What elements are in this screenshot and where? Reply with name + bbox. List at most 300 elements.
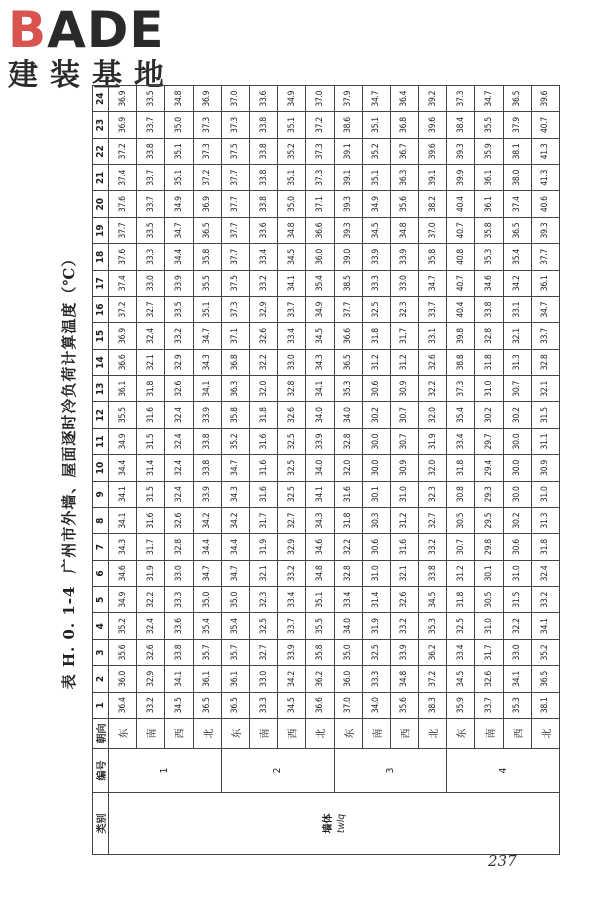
temperature-cell: 31.7 [137, 534, 165, 560]
temperature-cell: 34.7 [419, 270, 447, 296]
temperature-cell: 36.0 [109, 666, 137, 692]
temperature-cell: 31.7 [475, 639, 503, 665]
temperature-cell: 31.6 [334, 481, 362, 507]
temperature-cell: 32.3 [390, 297, 418, 323]
temperature-cell: 32.8 [531, 349, 559, 375]
table-row [109, 86, 137, 855]
temperature-cell: 36.9 [193, 86, 221, 112]
temperature-cell: 31.9 [362, 613, 390, 639]
header-hour: 10 [93, 455, 109, 481]
temperature-cell: 31.6 [390, 534, 418, 560]
temperature-cell: 32.7 [278, 508, 306, 534]
temperature-cell: 32.8 [278, 376, 306, 402]
temperature-cell: 31.5 [531, 402, 559, 428]
header-hour: 18 [93, 244, 109, 270]
group-number: 1 [109, 749, 222, 793]
temperature-cell: 33.0 [249, 666, 277, 692]
temperature-cell: 34.0 [306, 455, 334, 481]
temperature-cell: 34.1 [109, 481, 137, 507]
temperature-cell: 37.4 [109, 165, 137, 191]
temperature-cell: 33.4 [249, 244, 277, 270]
temperature-cell: 35.3 [419, 613, 447, 639]
temperature-cell: 40.7 [531, 112, 559, 138]
temperature-cell: 37.2 [306, 112, 334, 138]
temperature-cell: 30.0 [362, 455, 390, 481]
temperature-cell: 35.4 [306, 270, 334, 296]
temperature-cell: 33.5 [137, 86, 165, 112]
temperature-cell: 34.6 [475, 270, 503, 296]
temperature-cell: 35.8 [306, 639, 334, 665]
temperature-cell: 36.7 [390, 138, 418, 164]
temperature-cell: 32.6 [278, 402, 306, 428]
temperature-cell: 36.9 [109, 86, 137, 112]
temperature-cell: 33.5 [165, 297, 193, 323]
temperature-cell: 32.3 [249, 587, 277, 613]
orientation-cell: 南 [249, 719, 277, 749]
temperature-cell: 32.1 [137, 349, 165, 375]
temperature-cell: 33.4 [278, 587, 306, 613]
temperature-cell: 37.7 [531, 244, 559, 270]
temperature-cell: 39.8 [447, 323, 475, 349]
temperature-cell: 36.5 [221, 692, 249, 718]
temperature-cell: 34.1 [306, 376, 334, 402]
header-hour: 5 [93, 587, 109, 613]
temperature-cell: 40.7 [447, 217, 475, 243]
temperature-cell: 40.6 [531, 191, 559, 217]
temperature-cell: 35.7 [221, 639, 249, 665]
header-hour: 23 [93, 112, 109, 138]
temperature-cell: 33.4 [334, 587, 362, 613]
temperature-cell: 32.5 [447, 613, 475, 639]
temperature-cell: 39.6 [419, 112, 447, 138]
temperature-cell: 33.9 [362, 244, 390, 270]
temperature-cell: 31.0 [531, 481, 559, 507]
temperature-cell: 33.8 [475, 297, 503, 323]
temperature-cell: 30.5 [447, 508, 475, 534]
temperature-cell: 35.1 [362, 165, 390, 191]
temperature-cell: 37.4 [109, 270, 137, 296]
page-number: 237 [488, 852, 517, 870]
temperature-cell: 33.8 [249, 191, 277, 217]
temperature-cell: 35.1 [193, 297, 221, 323]
temperature-cell: 34.8 [165, 86, 193, 112]
temperature-cell: 34.1 [165, 666, 193, 692]
temperature-cell: 34.7 [221, 455, 249, 481]
temperature-cell: 31.4 [362, 587, 390, 613]
temperature-cell: 32.5 [278, 481, 306, 507]
orientation-cell: 东 [109, 719, 137, 749]
temperature-cell: 35.4 [221, 613, 249, 639]
temperature-cell: 33.6 [249, 217, 277, 243]
temperature-cell: 31.2 [390, 508, 418, 534]
temperature-cell: 38.5 [334, 270, 362, 296]
temperature-cell: 37.3 [306, 165, 334, 191]
temperature-cell: 37.1 [221, 323, 249, 349]
temperature-cell: 33.9 [390, 639, 418, 665]
temperature-cell: 35.8 [475, 217, 503, 243]
temperature-cell: 36.5 [503, 217, 531, 243]
temperature-cell: 32.9 [278, 534, 306, 560]
orientation-cell: 北 [531, 719, 559, 749]
temperature-cell: 35.9 [447, 692, 475, 718]
temperature-cell: 32.9 [165, 349, 193, 375]
temperature-cell: 36.4 [390, 86, 418, 112]
temperature-cell: 34.5 [447, 666, 475, 692]
temperature-cell: 41.3 [531, 138, 559, 164]
orientation-cell: 西 [165, 719, 193, 749]
temperature-cell: 32.8 [334, 428, 362, 454]
header-hour: 20 [93, 191, 109, 217]
temperature-cell: 33.3 [362, 270, 390, 296]
temperature-cell: 34.1 [278, 270, 306, 296]
temperature-cell: 34.3 [221, 481, 249, 507]
temperature-cell: 32.6 [390, 587, 418, 613]
temperature-cell: 31.8 [531, 534, 559, 560]
temperature-cell: 36.1 [193, 666, 221, 692]
temperature-cell: 34.7 [362, 86, 390, 112]
temperature-cell: 34.0 [334, 402, 362, 428]
temperature-cell: 32.1 [390, 560, 418, 586]
temperature-cell: 37.3 [221, 297, 249, 323]
temperature-cell: 35.1 [362, 112, 390, 138]
temperature-cell: 33.7 [475, 692, 503, 718]
table-row [419, 86, 447, 855]
table-row [531, 86, 559, 855]
temperature-cell: 31.9 [249, 534, 277, 560]
temperature-cell: 37.2 [193, 165, 221, 191]
temperature-cell: 36.0 [306, 244, 334, 270]
temperature-cell: 31.6 [249, 481, 277, 507]
temperature-cell: 30.3 [362, 508, 390, 534]
temperature-cell: 34.9 [165, 191, 193, 217]
temperature-cell: 34.0 [334, 613, 362, 639]
temperature-cell: 33.7 [278, 297, 306, 323]
temperature-cell: 32.8 [334, 560, 362, 586]
temperature-cell: 32.6 [137, 639, 165, 665]
temperature-cell: 31.5 [137, 428, 165, 454]
temperature-cell: 31.3 [503, 349, 531, 375]
temperature-cell: 34.7 [193, 323, 221, 349]
temperature-cell: 37.7 [221, 217, 249, 243]
header-hour: 11 [93, 428, 109, 454]
table-row [306, 86, 334, 855]
temperature-cell: 34.1 [306, 481, 334, 507]
temperature-cell: 37.0 [419, 217, 447, 243]
table-row [193, 86, 221, 855]
temperature-cell: 35.0 [278, 191, 306, 217]
temperature-cell: 31.1 [531, 428, 559, 454]
temperature-cell: 33.8 [165, 639, 193, 665]
temperature-cell: 34.5 [306, 323, 334, 349]
temperature-cell: 33.2 [249, 270, 277, 296]
header-hour: 12 [93, 402, 109, 428]
temperature-cell: 33.7 [419, 297, 447, 323]
temperature-cell: 30.6 [362, 376, 390, 402]
orientation-cell: 东 [447, 719, 475, 749]
temperature-cell: 31.0 [475, 376, 503, 402]
temperature-cell: 36.5 [531, 666, 559, 692]
temperature-cell: 34.7 [165, 217, 193, 243]
temperature-cell: 32.2 [419, 376, 447, 402]
temperature-cell: 35.1 [165, 138, 193, 164]
temperature-cell: 34.9 [109, 428, 137, 454]
temperature-cell: 32.0 [419, 455, 447, 481]
temperature-cell: 33.0 [165, 560, 193, 586]
table-row [165, 86, 193, 855]
temperature-cell: 37.2 [109, 138, 137, 164]
temperature-cell: 35.6 [390, 692, 418, 718]
temperature-cell: 37.1 [306, 191, 334, 217]
table-code: 表 H. 0. 1-4 [59, 585, 78, 690]
temperature-cell: 32.0 [249, 376, 277, 402]
temperature-cell: 31.8 [362, 323, 390, 349]
temperature-cell: 31.2 [362, 349, 390, 375]
temperature-cell: 37.0 [221, 86, 249, 112]
temperature-cell: 37.4 [503, 191, 531, 217]
temperature-cell: 31.5 [137, 481, 165, 507]
temperature-cell: 40.4 [447, 191, 475, 217]
temperature-cell: 32.6 [419, 349, 447, 375]
temperature-cell: 34.5 [362, 217, 390, 243]
temperature-cell: 33.4 [447, 428, 475, 454]
temperature-cell: 32.6 [165, 508, 193, 534]
temperature-cell: 32.4 [165, 428, 193, 454]
temperature-cell: 31.3 [531, 508, 559, 534]
temperature-cell: 37.2 [109, 297, 137, 323]
temperature-cell: 34.4 [165, 244, 193, 270]
temperature-cell: 37.7 [221, 244, 249, 270]
table-title: 广州市外墙、屋面逐时冷负荷计算温度（℃） [59, 250, 78, 574]
temperature-cell: 36.2 [306, 666, 334, 692]
temperature-cell: 34.7 [221, 560, 249, 586]
table-row [362, 86, 390, 855]
header-hour: 16 [93, 297, 109, 323]
temperature-cell: 35.1 [278, 112, 306, 138]
temperature-cell: 30.9 [531, 455, 559, 481]
temperature-cell: 31.7 [390, 323, 418, 349]
temperature-cell: 35.8 [419, 244, 447, 270]
temperature-cell: 35.4 [193, 613, 221, 639]
temperature-cell: 37.9 [334, 86, 362, 112]
temperature-cell: 33.9 [193, 481, 221, 507]
header-hour: 14 [93, 349, 109, 375]
temperature-cell: 30.9 [390, 376, 418, 402]
temperature-cell: 32.2 [249, 349, 277, 375]
temperature-cell: 39.3 [531, 217, 559, 243]
orientation-cell: 西 [503, 719, 531, 749]
temperature-cell: 33.3 [362, 666, 390, 692]
temperature-cell: 31.8 [447, 455, 475, 481]
orientation-cell: 北 [306, 719, 334, 749]
temperature-cell: 37.3 [221, 112, 249, 138]
temperature-cell: 35.2 [109, 613, 137, 639]
temperature-cell: 36.1 [221, 666, 249, 692]
temperature-cell: 32.4 [137, 613, 165, 639]
temperature-cell: 37.7 [109, 217, 137, 243]
temperature-cell: 34.3 [193, 349, 221, 375]
temperature-cell: 36.6 [306, 217, 334, 243]
temperature-cell: 30.2 [503, 508, 531, 534]
temperature-cell: 39.3 [334, 217, 362, 243]
temperature-cell: 35.3 [503, 692, 531, 718]
header-hour: 8 [93, 508, 109, 534]
temperature-cell: 30.0 [503, 455, 531, 481]
temperature-cell: 29.7 [475, 428, 503, 454]
temperature-cell: 36.3 [221, 376, 249, 402]
table-row [334, 86, 362, 855]
temperature-cell: 37.7 [221, 191, 249, 217]
temperature-cell: 34.4 [221, 534, 249, 560]
temperature-cell: 34.2 [193, 508, 221, 534]
temperature-cell: 34.3 [306, 508, 334, 534]
header-orientation: 朝向 [93, 719, 109, 749]
temperature-cell: 40.7 [447, 270, 475, 296]
category-symbol: twlq [335, 813, 347, 834]
temperature-cell: 30.2 [503, 402, 531, 428]
category-label: 墙体 [322, 813, 334, 834]
temperature-cell: 32.1 [503, 323, 531, 349]
header-hour: 19 [93, 217, 109, 243]
temperature-cell: 35.4 [503, 244, 531, 270]
table-row [137, 86, 165, 855]
temperature-cell: 38.0 [503, 165, 531, 191]
temperature-cell: 41.3 [531, 165, 559, 191]
temperature-cell: 39.2 [419, 86, 447, 112]
temperature-cell: 29.4 [475, 455, 503, 481]
watermark-logo [8, 1, 188, 96]
temperature-cell: 39.6 [531, 86, 559, 112]
temperature-cell: 36.0 [334, 666, 362, 692]
temperature-cell: 36.5 [334, 349, 362, 375]
temperature-cell: 34.5 [278, 692, 306, 718]
temperature-cell: 34.0 [306, 402, 334, 428]
temperature-cell: 34.7 [193, 560, 221, 586]
temperature-cell: 34.8 [390, 666, 418, 692]
temperature-cell: 36.6 [109, 349, 137, 375]
temperature-cell: 32.8 [475, 323, 503, 349]
temperature-cell: 36.6 [334, 323, 362, 349]
temperature-cell: 38.4 [447, 112, 475, 138]
temperature-cell: 32.4 [165, 481, 193, 507]
temperature-cell: 34.2 [221, 508, 249, 534]
temperature-cell: 33.8 [193, 455, 221, 481]
temperature-cell: 32.1 [531, 376, 559, 402]
temperature-cell: 37.3 [193, 112, 221, 138]
orientation-cell: 东 [221, 719, 249, 749]
temperature-cell: 33.2 [390, 613, 418, 639]
temperature-cell: 29.3 [475, 481, 503, 507]
table-header-row [93, 86, 109, 855]
temperature-cell: 34.9 [278, 86, 306, 112]
temperature-cell: 32.5 [362, 639, 390, 665]
temperature-cell: 31.6 [137, 508, 165, 534]
temperature-cell: 33.6 [249, 86, 277, 112]
temperature-cell: 32.5 [362, 297, 390, 323]
temperature-cell: 31.2 [390, 349, 418, 375]
temperature-cell: 40.4 [447, 297, 475, 323]
temperature-cell: 36.8 [221, 349, 249, 375]
logo-subtitle: 建装基地 [8, 58, 176, 93]
temperature-cell: 32.2 [334, 534, 362, 560]
temperature-cell: 35.5 [193, 270, 221, 296]
logo-text: BADE [8, 1, 165, 59]
header-hour: 4 [93, 613, 109, 639]
temperature-cell: 33.9 [390, 244, 418, 270]
group-number: 2 [221, 749, 334, 793]
temperature-cell: 33.9 [278, 639, 306, 665]
table-row [447, 86, 475, 855]
temperature-cell: 32.2 [503, 613, 531, 639]
temperature-cell: 30.6 [362, 534, 390, 560]
temperature-cell: 33.8 [193, 428, 221, 454]
header-hour: 3 [93, 639, 109, 665]
temperature-cell: 32.5 [278, 428, 306, 454]
temperature-cell: 36.8 [390, 112, 418, 138]
temperature-cell: 34.0 [362, 692, 390, 718]
temperature-cell: 37.3 [306, 138, 334, 164]
temperature-cell: 32.4 [137, 323, 165, 349]
temperature-cell: 37.5 [221, 138, 249, 164]
table-row [249, 86, 277, 855]
orientation-cell: 西 [390, 719, 418, 749]
temperature-cell: 34.5 [165, 692, 193, 718]
temperature-cell: 33.9 [193, 402, 221, 428]
header-hour: 6 [93, 560, 109, 586]
temperature-cell: 38.6 [334, 112, 362, 138]
temperature-cell: 34.8 [306, 560, 334, 586]
temperature-cell: 30.8 [447, 481, 475, 507]
temperature-cell: 29.8 [475, 534, 503, 560]
temperature-cell: 36.9 [109, 323, 137, 349]
temperature-cell: 34.9 [306, 297, 334, 323]
table-caption [44, 85, 92, 855]
temperature-cell: 33.8 [249, 165, 277, 191]
temperature-cell: 32.0 [419, 402, 447, 428]
temperature-cell: 36.5 [193, 692, 221, 718]
temperature-cell: 36.1 [475, 165, 503, 191]
header-hour: 21 [93, 165, 109, 191]
temperature-cell: 35.8 [193, 244, 221, 270]
temperature-cell: 36.1 [109, 376, 137, 402]
temperature-cell: 35.1 [306, 587, 334, 613]
temperature-cell: 35.8 [221, 402, 249, 428]
temperature-cell: 35.0 [221, 587, 249, 613]
temperature-cell: 33.9 [306, 428, 334, 454]
temperature-cell: 35.0 [165, 112, 193, 138]
temperature-cell: 36.3 [390, 165, 418, 191]
group-number: 4 [447, 749, 560, 793]
temperature-cell: 33.7 [531, 323, 559, 349]
temperature-cell: 36.6 [306, 692, 334, 718]
header-category: 类别 [93, 793, 109, 855]
cooling-load-temperature-table [92, 85, 560, 855]
temperature-cell: 39.1 [334, 138, 362, 164]
temperature-cell: 34.6 [109, 560, 137, 586]
temperature-cell: 32.4 [531, 560, 559, 586]
temperature-cell: 31.8 [249, 402, 277, 428]
temperature-cell: 32.1 [249, 560, 277, 586]
temperature-cell: 33.2 [278, 560, 306, 586]
temperature-cell: 36.9 [109, 112, 137, 138]
temperature-cell: 35.3 [475, 244, 503, 270]
temperature-cell: 30.1 [475, 560, 503, 586]
temperature-cell: 34.5 [278, 244, 306, 270]
temperature-cell: 36.5 [193, 217, 221, 243]
orientation-cell: 东 [334, 719, 362, 749]
temperature-cell: 33.7 [278, 613, 306, 639]
temperature-cell: 34.7 [531, 297, 559, 323]
logo-accent-letter: B [8, 1, 48, 59]
